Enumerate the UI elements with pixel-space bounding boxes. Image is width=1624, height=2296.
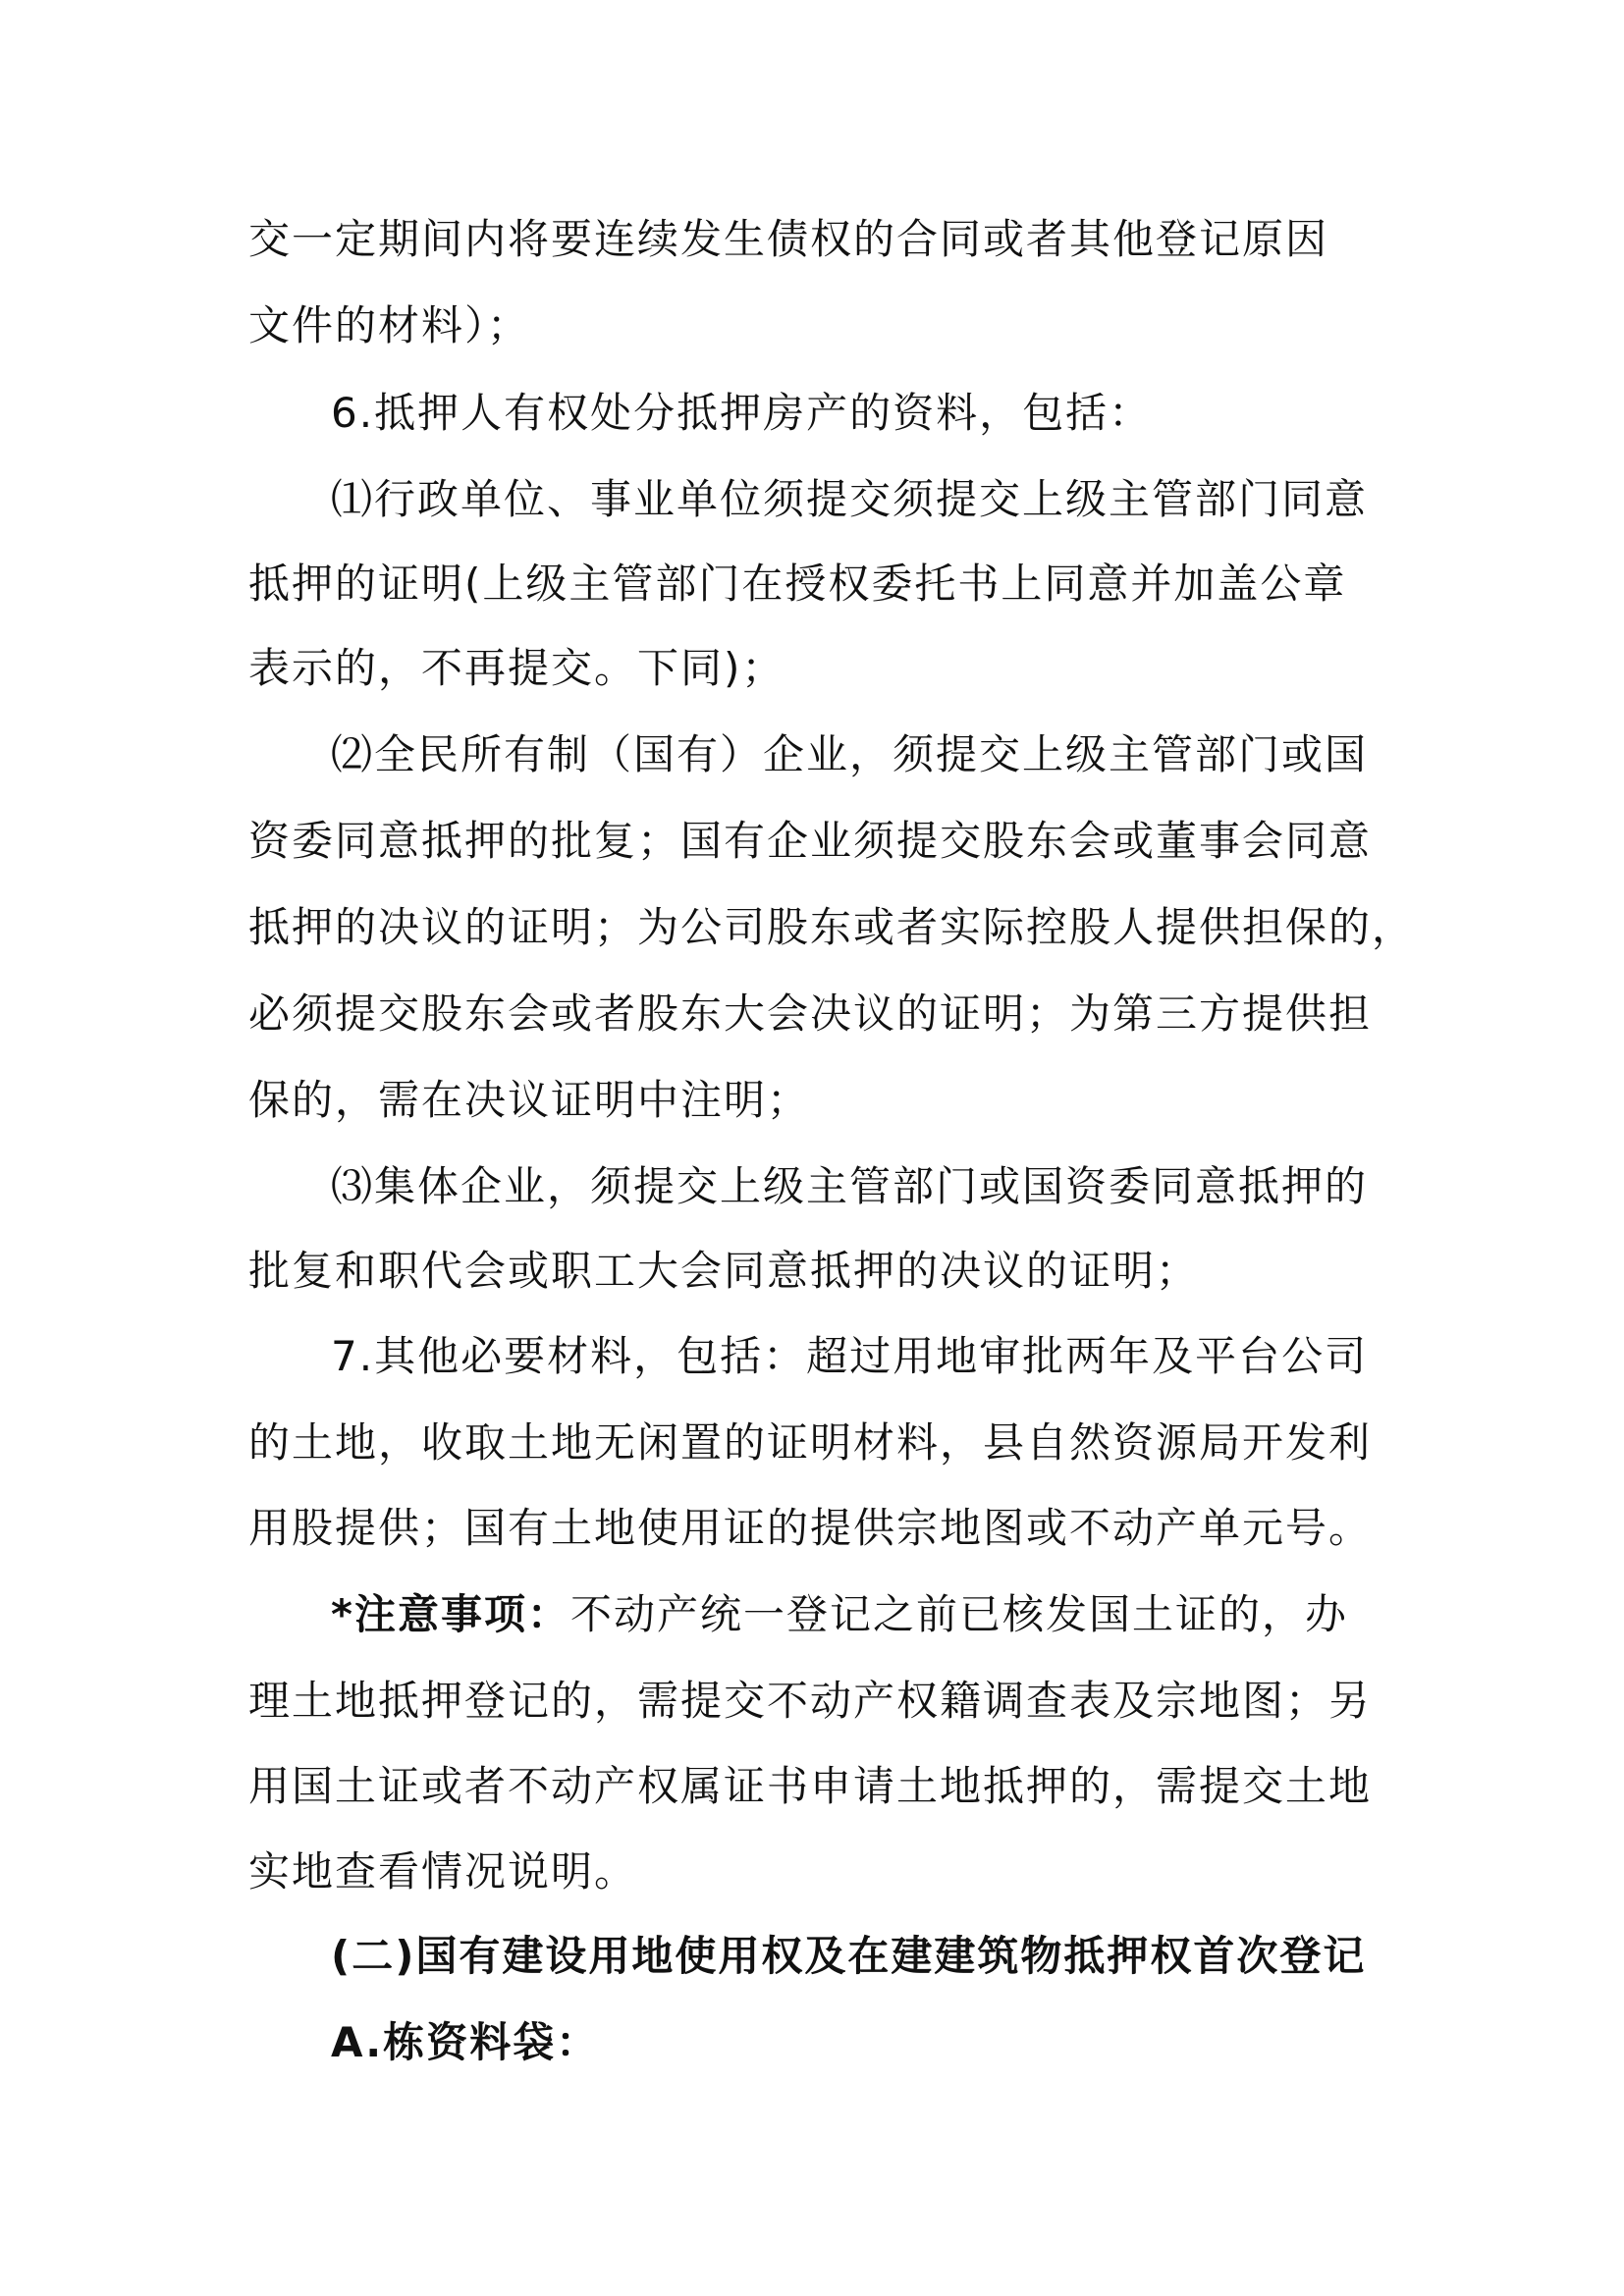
item-7-line-2: 的土地，收取土地无闲置的证明材料，县自然资源局开发利: [248, 1418, 1373, 1467]
item-6-sub3-line-1: ⑶集体企业，须提交上级主管部门或国资委同意抵押的: [331, 1162, 1369, 1210]
notice-line-2: 理土地抵押登记的，需提交不动产权籍调查表及宗地图；另: [248, 1677, 1373, 1725]
notice-line-1-text: 不动产统一登记之前已核发国土证的，办: [569, 1590, 1348, 1638]
item-6-sub2-line-1: ⑵全民所有制（国有）企业，须提交上级主管部门或国: [331, 730, 1369, 778]
item-6-sub2-line-3: 抵押的决议的证明；为公司股东或者实际控股人提供担保的，: [248, 903, 1416, 951]
notice-line-1: [331, 1587, 1348, 1642]
item-7-line-1: 7.其他必要材料，包括：超过用地审批两年及平台公司: [331, 1332, 1369, 1380]
item-7-line-3: 用股提供；国有土地使用证的提供宗地图或不动产单元号。: [248, 1504, 1373, 1552]
continuation-line-2: 文件的材料）；: [248, 301, 531, 349]
item-6-sub2-line-4: 必须提交股东会或者股东大会决议的证明；为第三方提供担: [248, 989, 1373, 1038]
item-6-sub1-line-2: 抵押的证明(上级主管部门在授权委托书上同意并加盖公章: [248, 560, 1347, 608]
item-6-sub1-line-3: 表示的，不再提交。下同)；: [248, 644, 785, 692]
subsection-a-heading: A.栋资料袋：: [331, 2018, 600, 2066]
item-6-sub2-line-2: 资委同意抵押的批复；国有企业须提交股东会或董事会同意: [248, 817, 1373, 865]
notice-line-4: 实地查看情况说明。: [248, 1847, 638, 1896]
section-2-heading: (二)国有建设用地使用权及在建建筑物抵押权首次登记: [331, 1932, 1367, 1980]
item-6-sub3-line-2: 批复和职代会或职工大会同意抵押的决议的证明；: [248, 1247, 1200, 1295]
notice-label: *注意事项：: [331, 1590, 570, 1638]
item-6-sub1-line-1: ⑴行政单位、事业单位须提交须提交上级主管部门同意: [331, 475, 1369, 523]
notice-line-3: 用国土证或者不动产权属证书申请土地抵押的，需提交土地: [248, 1762, 1373, 1810]
continuation-line-1: 交一定期间内将要连续发生债权的合同或者其他登记原因: [248, 215, 1329, 263]
item-6-sub2-line-5: 保的，需在决议证明中注明；: [248, 1076, 811, 1124]
item-6-heading: 6.抵押人有权处分抵押房产的资料，包括：: [331, 389, 1153, 437]
